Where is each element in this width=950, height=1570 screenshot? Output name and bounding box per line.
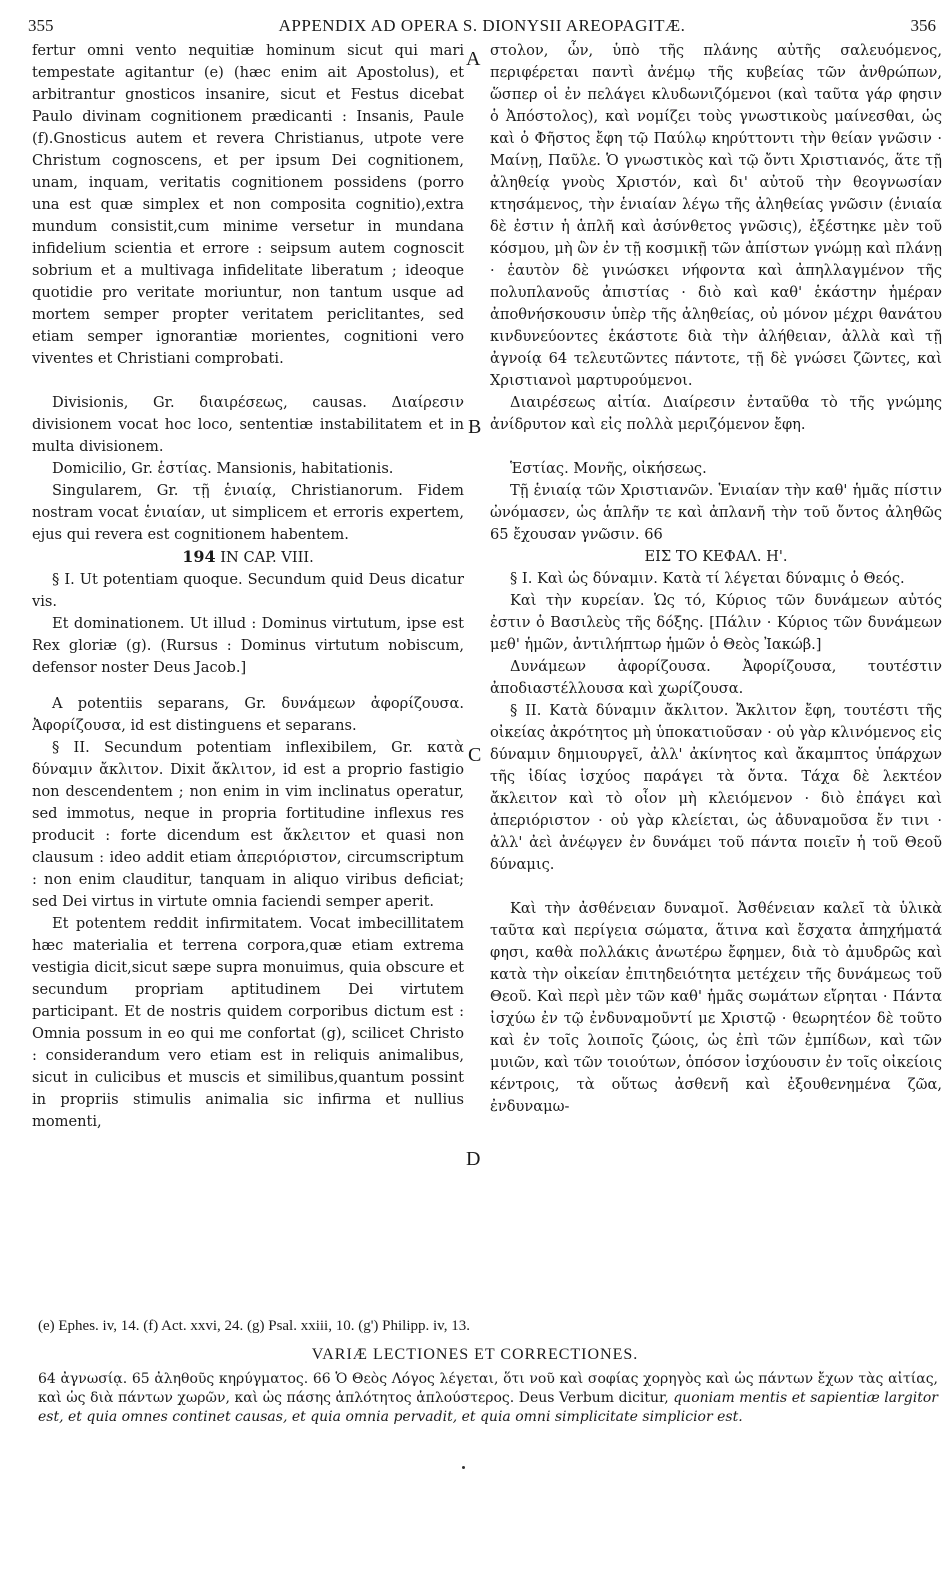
- greek-note-kyreian: Καὶ τὴν κυρείαν. Ὡς τό, Κύριος τῶν δυνάμεων αὐτός ἐστιν ὁ Βασιλεὺς τῆς δόξης. [Πάλιν · Κύριος τῶν δυνάμεων μεθ' ἡμῶν, ἀντιλήπτωρ ἡμῶν ὁ Θεὸς Ἰακώβ.]: [490, 592, 942, 653]
- stray-mark: [462, 1466, 465, 1469]
- greek-note-astheneia: Καὶ τὴν ἀσθένειαν δυναμοῖ. Ἀσθένειαν καλεῖ τὰ ὑλικὰ ταῦτα καὶ περίγεια σώματα, ἅτινα καὶ ἔσχατα ἀπηχήματά φησι, καθὰ πολλάκις ἀνωτέρω ἔφημεν, διὰ τὸ ἀμυδρῶς καὶ κατὰ τὴν οἰκείαν ἐπιτηδειότητα μετέχειν τῆς δυνάμεως τοῦ Θεοῦ. Καὶ περὶ μὲν τῶν καθ' ἡμᾶς σωμάτων εἴρηται · Πάντα ἰσχύω ἐν τῷ ἐνδυναμοῦντί με Χριστῷ · θεωρητέον δὲ τοῦτο καὶ ἐν τοῖς λοιποῖς ζώοις, ὡς ἐπὶ τῶν ἐμπίδων, καὶ τῶν μυιῶν, καὶ τῶν τοιούτων, ὁπόσον ἰσχύουσιν ἐν τοῖς οἰκείοις κέντροις, τὰ οὕτως ἀσθενῆ καὶ ἐξουθενημένα ζῶα, ἐνδυναμω-: [490, 900, 942, 1115]
- latin-column: [32, 40, 464, 1133]
- latin-note-dominationem: Et dominationem. Ut illud : Dominus virtutum, ipse est Rex gloriæ (g). (Rursus : Dominus virtutum nobiscum, defensor noster Deus Jacob.]: [32, 615, 464, 676]
- margin-letter-b: B: [468, 416, 482, 438]
- latin-note-inflexibilem: § II. Secundum potentiam inflexibilem, Gr. κατὰ δύναμιν ἄκλιτον. Dixit ἄκλιτον, id est a proprio fastigio non descendentem ; non enim in vim inclinatus operatur, sed immotus, neque in propria fortitudine inflexus res producit : forte dicendum est ἄκλειτον et quasi non clausum : ideo addit etiam ἀπεριόριστον, circumscriptum : non enim clauditur, tanquam in aliquo viribus deficiat; sed Dei virtus in virtute omnia faciendi semper aperit.: [32, 739, 464, 910]
- varia-latin-roman: Deus Verbum dicitur,: [518, 1390, 669, 1406]
- margin-letter-d: D: [466, 1148, 481, 1170]
- greek-note-aphorizousa: Δυνάμεων ἀφορίζουσα. Ἀφορίζουσα, τουτέστιν ἀποδιαστέλλουσα καὶ χωρίζουσα.: [490, 658, 942, 697]
- greek-note-diaireseos: Διαιρέσεως αἰτία. Διαίρεσιν ἐνταῦθα τὸ τῆς γνώμης ἀνίδρυτον καὶ εἰς πολλὰ μεριζόμενον ἔφη.: [490, 394, 942, 433]
- running-title: APPENDIX AD OPERA S. DIONYSII AREOPAGITÆ.: [278, 16, 686, 35]
- page-number-right: 356: [910, 16, 936, 35]
- greek-note-dynamin: § I. Καὶ ὡς δύναμιν. Κατὰ τί λέγεται δύναμις ὁ Θεός.: [510, 570, 905, 587]
- greek-note-aklitos: § II. Κατὰ δύναμιν ἄκλιτον. Ἄκλιτον ἔφη, τουτέστι τῆς οἰκείας ἀκρότητος μὴ ὑποκατιοῦσαν · οὐ γὰρ κλινόμενος εἰς δύναμιν δημιουργεῖ, ἀλλ' ἀκίνητος καὶ ἄκαμπτος ὑπάρχων τῆς ἰδίας ἰσχύος παράγει τὰ ὄντα. Τάχα δὲ λεκτέον ἄκλειτον καὶ τὸ οἷον μὴ κλειόμενον · διὸ ἐπάγει καὶ ἀπεριόριστον · οὐ γὰρ κλείεται, ὡς ἀδυναμοῦσα ἔν τινι · ἀλλ' ἀεὶ ἀνέῳγεν ἐν δυνάμει τοῦ πάντα ποιεῖν ἡ τοῦ Θεοῦ δύναμις.: [490, 702, 942, 873]
- latin-note-separans: A potentiis separans, Gr. δυνάμεων ἀφορίζουσα. Ἀφορίζουσα, id est distinguens et separans.: [32, 695, 464, 734]
- latin-note-divisionis: Divisionis, Gr. διαιρέσεως, causas. Διαίρεσιν divisionem vocat hoc loco, sententiæ instabilitatem et in multa divisionem.: [32, 394, 464, 455]
- greek-note-hestias: Ἑστίας. Μονῆς, οἰκήσεως.: [510, 460, 707, 477]
- footnote-references: (e) Ephes. iv, 14. (f) Act. xxvi, 24. (g) Psal. xxiii, 10. (g') Philipp. iv, 13.: [38, 1318, 470, 1334]
- margin-letter-a: A: [466, 48, 481, 70]
- running-header: [28, 14, 936, 40]
- margin-letter-c: C: [468, 744, 482, 766]
- latin-paragraph: fertur omni vento nequitiæ hominum sicut qui mari tempestate agitantur (e) (hæc enim ait Apostolus), et arbitrantur gnosticos insanire, sicut et Festus dicebat Paulo divinam cognitionem prædicanti : Insanis, Paule (f).Gnosticus autem et revera Christianus, utpote vere Christum cognoscens, et per ipsum Dei cognitionem, unam, inquam, veritatis cognitionem possidens (porro una est quæ simplex et non composita cognitio),extra mundum consistit,cum minime versetur in mundana infidelium scientia et errore : seipsum autem cognoscit sobrium et a multivaga infidelitate liberatum ; ideoque quotidie pro veritate moriuntur, non tantum usque ad mortem semper propter veritatem periclitantes, sed etiam semper ignorantiæ morientes, cognitioni vero viventes et Christiani comprobati.: [32, 42, 464, 367]
- section-number: 194: [182, 547, 216, 566]
- latin-note-domicilio: Domicilio, Gr. ἑστίας. Mansionis, habitationis.: [52, 460, 394, 477]
- greek-paragraph: στολον, ὧν, ὑπὸ τῆς πλάνης αὐτῆς σαλευόμενος, περιφέρεται παντὶ ἀνέμῳ τῆς κυβείας τῶν ἀνθρώπων, ὥσπερ οἱ ἐν πελάγει κλυδωνιζόμενοι (καὶ ταῦτα γάρ φησιν ὁ Ἀπόστολος), καὶ νομίζει τοὺς γνωστικοὺς μαίνεσθαι, ὡς καὶ ὁ Φῆστος ἔφη τῷ Παύλῳ κηρύττοντι τὴν θείαν γνῶσιν · Μαίνῃ, Παῦλε. Ὁ γνωστικὸς καὶ τῷ ὄντι Χριστιανός, ἅτε τῇ ἀληθείᾳ γνοὺς Χριστόν, καὶ δι' αὐτοῦ τὴν θεογνωσίαν κτησάμενος, τὴν ἑνιαίαν λέγω τῆς ἀληθείας γνῶσιν (ἑνιαία δὲ ἐστιν ἡ ἁπλῆ καὶ ἀσύνθετος γνῶσις), ἐξέστηκε μὲν τοῦ κόσμου, μὴ ὢν ἐν τῇ κοσμικῇ τῶν ἀπίστων γνώμῃ καὶ πλάνῃ · ἑαυτὸν δὲ γινώσκει νήφοντα καὶ ἀπηλλαγμένον τῆς πολυπλανοῦς ἀπιστίας · διὸ καὶ καθ' ἑκάστην ἡμέραν ἀποθνήσκουσιν ὑπὲρ τῆς ἀληθείας, οὐ μόνον μέχρι θανάτου κινδυνεύοντες ἑκάστοτε διὰ τὴν ἀλήθειαν, ἀλλὰ καὶ τῇ ἀγνοίᾳ 64 τελευτῶντες πάντοτε, τῇ δὲ γνώσει ζῶντες, καὶ Χριστιανοὶ μαρτυρούμενοι.: [490, 42, 942, 389]
- varia-latin-italic: quoniam mentis et sapientiæ largitor est, et quia omnes continet causas, et quia omnia pervadit, et quia omni simplicitate simplicior est.: [38, 1390, 938, 1425]
- latin-section-heading: [32, 546, 464, 569]
- varia-title: VARIÆ LECTIONES ET CORRECTIONES.: [311, 1346, 639, 1363]
- greek-note-heniaia: Τῇ ἑνιαίᾳ τῶν Χριστιανῶν. Ἑνιαίαν τὴν καθ' ἡμᾶς πίστιν ὠνόμασεν, ὡς ἁπλῆν τε καὶ ἀπλανῆ τὴν τοῦ ὄντος ἀληθῶς 65 ἔχουσαν γνῶσιν. 66: [490, 482, 942, 543]
- varia-lectiones: [38, 1370, 938, 1427]
- section-title-latin: IN CAP. VIII.: [220, 549, 314, 566]
- page-number-left: 355: [28, 16, 54, 35]
- section-title-greek: ΕΙΣ ΤΟ ΚΕΦΑΛ. Η'.: [644, 548, 788, 565]
- latin-note-potentiam: § I. Ut potentiam quoque. Secundum quid Deus dicatur vis.: [32, 571, 464, 610]
- varia-greek: 64 ἀγνωσίᾳ. 65 ἀληθοῦς κηρύγματος. 66 Ὁ Θεὸς Λόγος λέγεται, ὅτι νοῦ καὶ σοφίας χορηγὸς καὶ ὡς πάντων ἔχων τὰς αἰτίας, καὶ ὡς διὰ πάντων χωρῶν, καὶ ὡς πάσης ἁπλότητος ἁπλούστερος.: [38, 1371, 938, 1406]
- latin-note-infirmitatem: Et potentem reddit infirmitatem. Vocat imbecillitatem hæc materialia et terrena corpora,quæ etiam extrema vestigia dicit,sicut sæpe supra monuimus, quia obscure et secundum propriam aptitudinem Dei virtutem participant. Et de nostris quidem corporibus dictum est : Omnia possum in eo qui me confortat (g), scilicet Christo : considerandum vero etiam est in reliquis animalibus, sicut in culicibus et muscis et similibus,quantum possint in propriis stimulis animalia sic infirma et nullius momenti,: [32, 915, 464, 1130]
- greek-column: [490, 40, 942, 1118]
- latin-note-singularem: Singularem, Gr. τῇ ἑνιαίᾳ, Christianorum. Fidem nostram vocat ἑνιαίαν, ut simplicem et erroris expertem, ejus qui revera est cognitionem habentem.: [32, 482, 464, 543]
